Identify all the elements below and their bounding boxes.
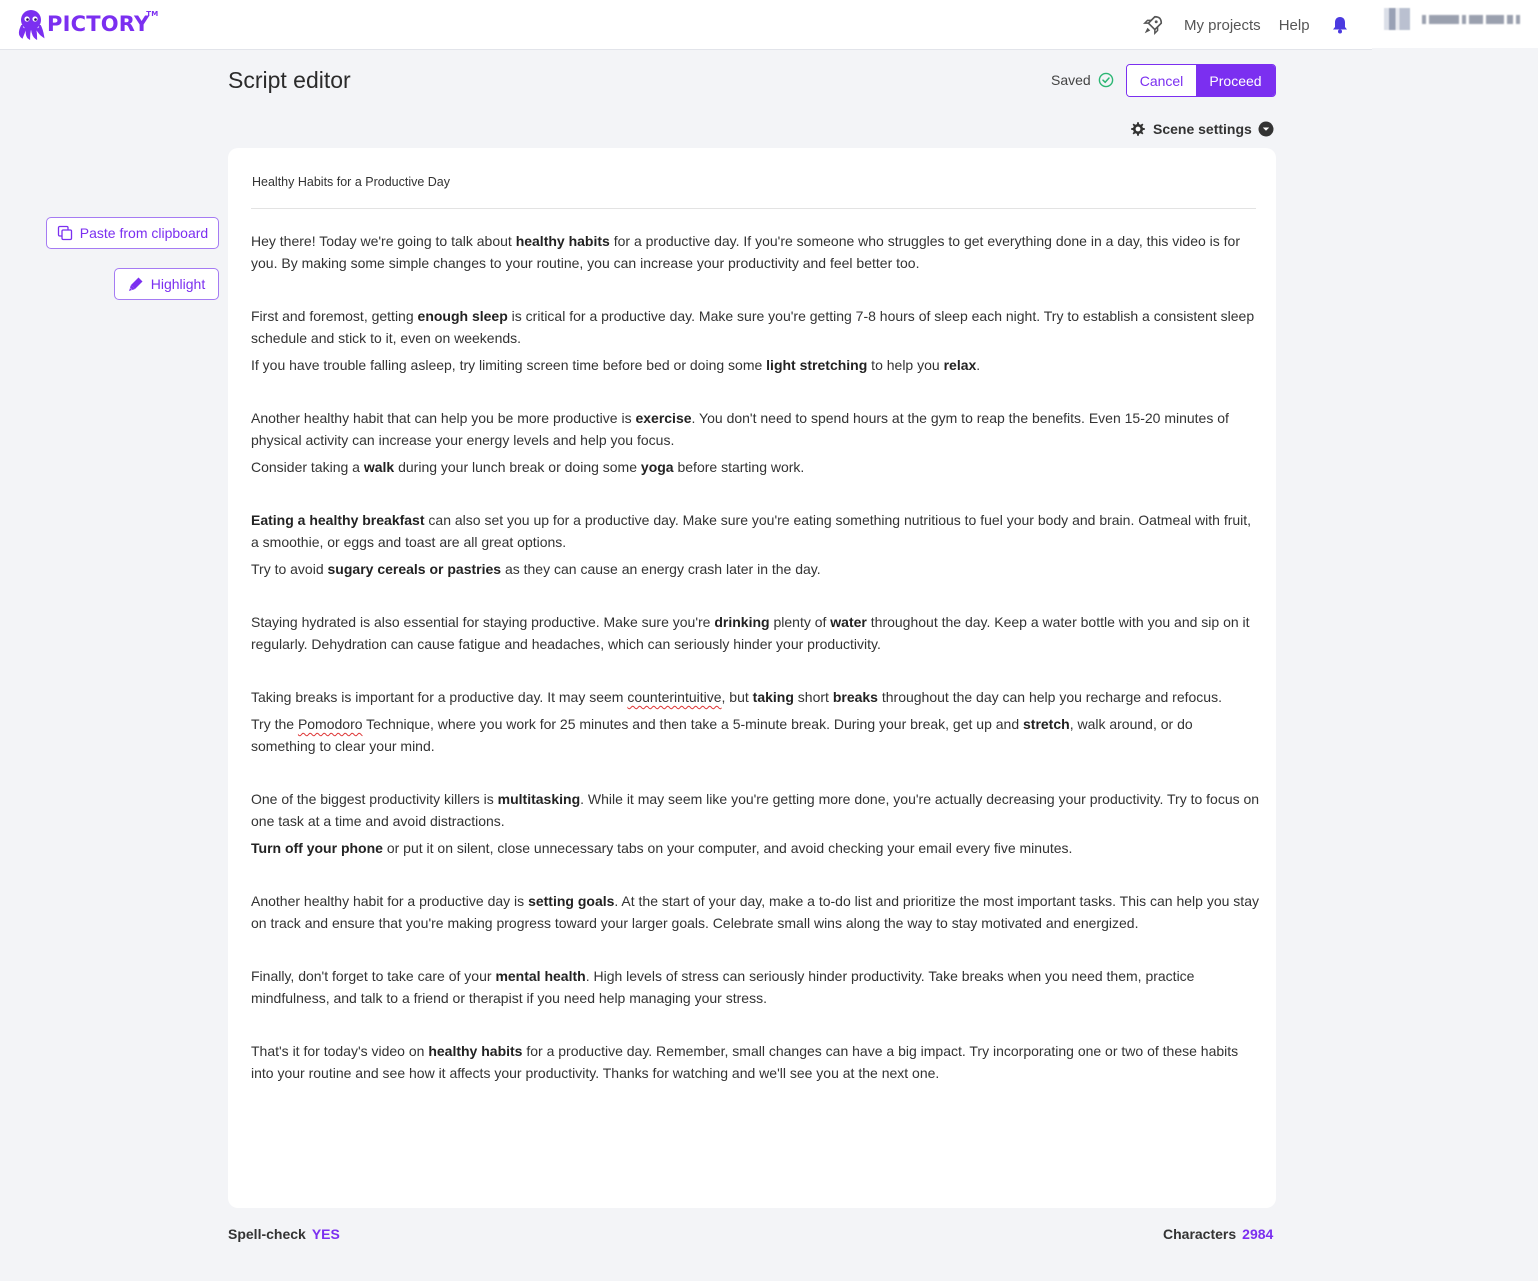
misspelled-word[interactable]: counterintuitive: [627, 689, 722, 705]
script-text[interactable]: . While it may seem like you're getting more done, you're actually decreasing your productivity. Try to focus on one task at a time and avoid distractions.: [251, 791, 1260, 829]
bold-keyword[interactable]: exercise: [635, 410, 692, 426]
script-paragraph[interactable]: [251, 1040, 1261, 1084]
copy-icon: [57, 225, 73, 241]
script-text[interactable]: for a productive day. Remember, small changes can have a big impact. Try incorporating one or two of these habits into your routine and see how it affects your productivity. Thanks for watching and we'll see you at the next one.: [251, 1043, 1239, 1081]
paste-label: Paste from clipboard: [79, 225, 209, 241]
scene-settings-label: Scene settings: [1153, 121, 1252, 137]
script-text[interactable]: That's it for today's video on: [251, 1043, 429, 1059]
script-text[interactable]: Another healthy habit that can help you be more productive is: [251, 410, 636, 426]
action-buttons: [1126, 64, 1276, 97]
script-paragraph[interactable]: [251, 611, 1261, 655]
script-text[interactable]: , walk around, or do something to clear your mind.: [251, 716, 1193, 754]
user-name-redacted: [1422, 15, 1520, 24]
script-paragraph[interactable]: [251, 965, 1261, 1009]
nav-links: [1142, 14, 1348, 36]
script-paragraph[interactable]: [251, 788, 1261, 859]
bold-keyword[interactable]: enough sleep: [417, 308, 508, 324]
script-line[interactable]: [251, 1040, 1261, 1084]
bold-keyword[interactable]: relax: [943, 357, 977, 373]
bold-keyword[interactable]: Eating a healthy breakfast: [251, 512, 425, 528]
script-text[interactable]: .: [976, 357, 981, 373]
script-line[interactable]: [251, 965, 1261, 1009]
spell-check-toggle[interactable]: [228, 1226, 340, 1242]
script-text[interactable]: Consider taking a: [251, 459, 364, 475]
script-line[interactable]: [251, 305, 1261, 349]
my-projects-link[interactable]: My projects: [1184, 16, 1261, 34]
script-text-area[interactable]: [251, 230, 1261, 1115]
spell-check-value[interactable]: YES: [311, 1226, 340, 1242]
rocket-icon[interactable]: [1142, 14, 1164, 36]
gear-icon: [1130, 121, 1146, 137]
notification-bell-icon[interactable]: [1332, 16, 1348, 34]
scene-settings-dropdown[interactable]: [1130, 121, 1274, 137]
check-circle-icon: [1098, 72, 1114, 88]
script-text[interactable]: can also set you up for a productive day. Make sure you're eating something nutritious to fuel your body and brain. Oatmeal with fruit, a smoothie, or eggs and toast are all great options.: [251, 512, 1252, 550]
script-text[interactable]: throughout the day. Keep a water bottle with you and sip on it regularly. Dehydration can cause fatigue and headaches, which can seriously hinder your productivity.: [251, 614, 1250, 652]
saved-status: [1051, 72, 1114, 88]
script-text[interactable]: . You don't need to spend hours at the gym to reap the benefits. Even 15-20 minutes of physical activity can increase your energy levels and help you focus.: [251, 410, 1229, 448]
cancel-button[interactable]: Cancel: [1127, 65, 1196, 96]
character-count: [1163, 1226, 1273, 1242]
script-text[interactable]: Finally, don't forget to take care of your: [251, 968, 496, 984]
script-line[interactable]: [251, 686, 1261, 708]
paste-from-clipboard-button[interactable]: [46, 217, 219, 249]
highlight-label: Highlight: [150, 276, 206, 292]
script-line[interactable]: [251, 837, 1261, 859]
script-line[interactable]: [251, 509, 1261, 553]
script-paragraph[interactable]: [251, 230, 1261, 274]
bold-keyword[interactable]: light stretching: [766, 357, 868, 373]
script-line[interactable]: [251, 611, 1261, 655]
proceed-button[interactable]: Proceed: [1196, 65, 1275, 96]
misspelled-word[interactable]: Pomodoro: [297, 716, 363, 732]
bold-keyword[interactable]: multitasking: [497, 791, 581, 807]
script-text[interactable]: . High levels of stress can seriously hinder productivity. Take breaks when you need them, practice mindfulness, and talk to a friend or therapist if you need help managing your stress.: [251, 968, 1195, 1006]
script-text[interactable]: . At the start of your day, make a to-do list and prioritize the most important tasks. This can help you stay on track and ensure that you're making progress toward your larger goals. Celebrate small wins along the way to stay motivated and energized.: [251, 893, 1259, 931]
script-line[interactable]: [251, 713, 1261, 757]
script-line[interactable]: [251, 354, 1261, 376]
script-text[interactable]: during your lunch break or doing some: [394, 459, 641, 475]
bold-keyword[interactable]: breaks: [832, 689, 878, 705]
bold-keyword[interactable]: taking: [752, 689, 794, 705]
script-line[interactable]: [251, 456, 1261, 478]
user-profile-menu[interactable]: [1384, 8, 1520, 30]
script-title[interactable]: Healthy Habits for a Productive Day: [252, 175, 451, 189]
script-line[interactable]: [251, 890, 1261, 934]
pictory-logo[interactable]: [16, 8, 159, 40]
title-divider: [251, 208, 1256, 209]
script-text[interactable]: Hey there! Today we're going to talk about: [251, 233, 516, 249]
help-link[interactable]: Help: [1278, 16, 1310, 34]
script-line[interactable]: [251, 407, 1261, 451]
script-text[interactable]: throughout the day can help you recharge and refocus.: [877, 689, 1222, 705]
bold-keyword[interactable]: healthy habits: [515, 233, 610, 249]
script-text[interactable]: as they can cause an energy crash later in the day.: [501, 561, 821, 577]
script-line[interactable]: [251, 558, 1261, 580]
bold-keyword[interactable]: stretch: [1023, 716, 1070, 732]
bold-keyword[interactable]: walk: [363, 459, 395, 475]
script-line[interactable]: [251, 788, 1261, 832]
top-navigation-bar: [0, 0, 1372, 50]
script-text[interactable]: Another healthy habit for a productive day is: [251, 893, 529, 909]
script-text[interactable]: One of the biggest productivity killers is: [251, 791, 498, 807]
bold-keyword[interactable]: yoga: [640, 459, 674, 475]
script-text[interactable]: Try the: [251, 716, 298, 732]
script-paragraph[interactable]: [251, 890, 1261, 934]
script-text[interactable]: or put it on silent, close unnecessary tabs on your computer, and avoid checking your email every five minutes.: [382, 840, 1073, 856]
bold-keyword[interactable]: mental health: [495, 968, 586, 984]
script-line[interactable]: [251, 230, 1261, 274]
script-text[interactable]: short: [793, 689, 833, 705]
script-text[interactable]: If you have trouble falling asleep, try limiting screen time before bed or doing some: [251, 357, 767, 373]
highlight-button[interactable]: [114, 268, 219, 300]
bold-keyword[interactable]: drinking: [714, 614, 770, 630]
script-text[interactable]: Technique, where you work for 25 minutes and then take a 5-minute break. During your break, get up and: [362, 716, 1023, 732]
script-text[interactable]: for a productive day. If you're someone who struggles to get everything done in a day, this video is for you. By making some simple changes to your routine, you can increase your productivity and feel better too.: [251, 233, 1240, 271]
script-text[interactable]: to help you: [867, 357, 944, 373]
script-text[interactable]: First and foremost, getting: [251, 308, 418, 324]
script-text[interactable]: , but: [721, 689, 753, 705]
script-paragraph[interactable]: [251, 686, 1261, 757]
script-text[interactable]: is critical for a productive day. Make sure you're getting 7-8 hours of sleep each night. Try to establish a consistent sleep schedule and stick to it, even on weekends.: [251, 308, 1255, 346]
script-paragraph[interactable]: [251, 407, 1261, 478]
character-count-label: Characters: [1163, 1226, 1237, 1242]
chevron-down-icon: [1258, 121, 1274, 137]
bold-keyword[interactable]: Turn off your phone: [251, 840, 383, 856]
script-text[interactable]: plenty of: [769, 614, 831, 630]
brand-name: PICTORY TM: [47, 10, 159, 36]
highlighter-pen-icon: [128, 276, 144, 292]
script-paragraph[interactable]: [251, 305, 1261, 376]
octopus-logo-icon: [16, 8, 46, 40]
script-text[interactable]: Try to avoid: [251, 561, 328, 577]
script-text[interactable]: Staying hydrated is also essential for staying productive. Make sure you're: [251, 614, 715, 630]
spell-check-label: Spell-check: [228, 1226, 306, 1242]
bold-keyword[interactable]: healthy habits: [428, 1043, 523, 1059]
bold-keyword[interactable]: water: [830, 614, 867, 630]
page-title: Script editor: [228, 67, 351, 93]
saved-label: Saved: [1051, 72, 1091, 88]
avatar[interactable]: [1384, 8, 1410, 30]
script-text[interactable]: before starting work.: [673, 459, 805, 475]
script-text[interactable]: Taking breaks is important for a productive day. It may seem: [251, 689, 628, 705]
script-editor-card: [228, 148, 1276, 1208]
script-paragraph[interactable]: [251, 509, 1261, 580]
character-count-value: 2984: [1242, 1226, 1274, 1242]
bold-keyword[interactable]: sugary cereals or pastries: [327, 561, 502, 577]
bold-keyword[interactable]: setting goals: [528, 893, 615, 909]
